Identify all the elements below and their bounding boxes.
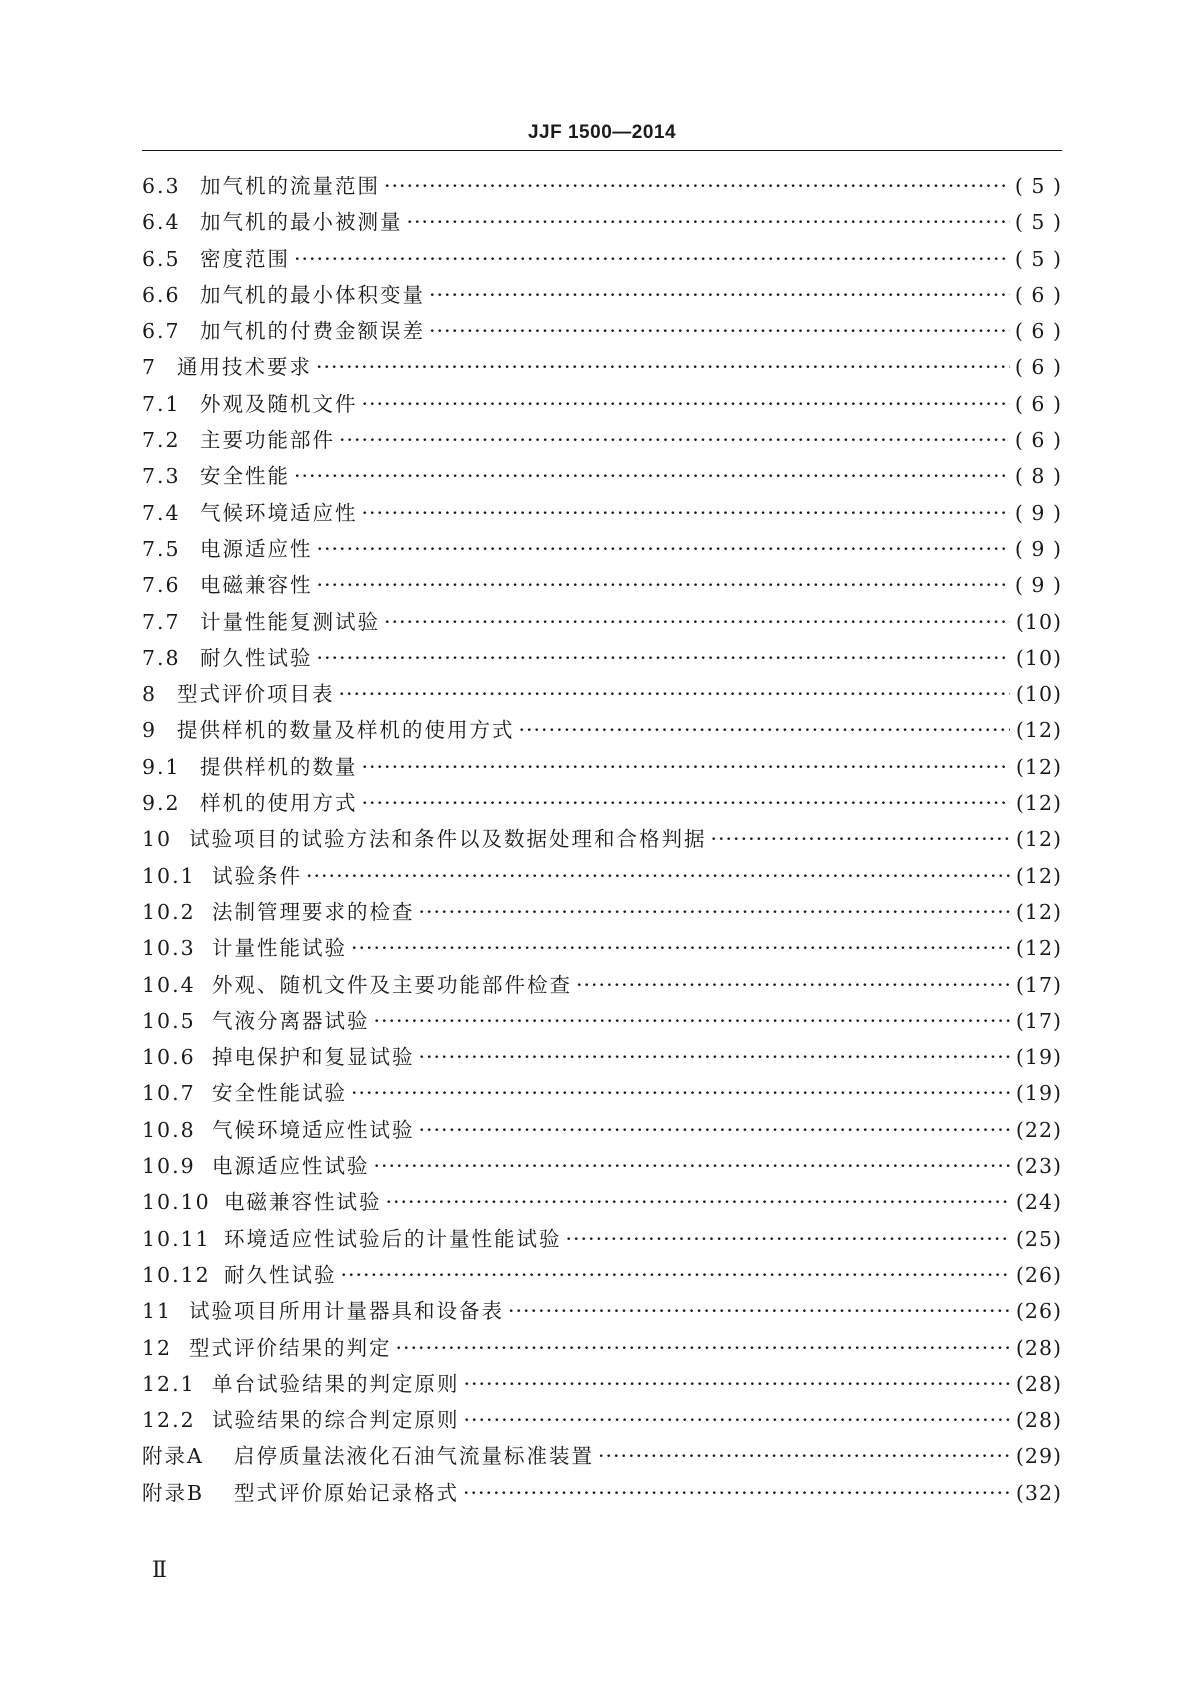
toc-entry-number: 10.9 bbox=[142, 1154, 196, 1179]
toc-entry-title: 法制管理要求的检查 bbox=[212, 899, 415, 924]
toc-entry-title: 密度范围 bbox=[200, 246, 290, 271]
toc-entry-page: (25) bbox=[1015, 1226, 1062, 1251]
toc-leader-dots bbox=[463, 1481, 1010, 1505]
toc-entry-title: 型式评价原始记录格式 bbox=[234, 1480, 459, 1505]
toc-entry-number: 10.12 bbox=[142, 1262, 211, 1287]
toc-entry-title: 气候环境适应性试验 bbox=[212, 1117, 415, 1142]
toc-entry-number: 7.6 bbox=[142, 573, 181, 598]
toc-entry-number: 9.1 bbox=[142, 754, 181, 779]
toc-entry bbox=[142, 1040, 1062, 1076]
toc-entry-number: 附录B bbox=[142, 1480, 205, 1505]
toc-entry-title: 试验条件 bbox=[212, 863, 302, 888]
toc-leader-dots bbox=[598, 1444, 1010, 1468]
toc-entry-page: ( 6 ) bbox=[1014, 355, 1062, 380]
toc-entry-page: (17) bbox=[1015, 1008, 1062, 1033]
toc-entry-title: 加气机的最小被测量 bbox=[200, 210, 403, 235]
toc-entry-number: 10.1 bbox=[142, 863, 196, 888]
toc-entry bbox=[142, 750, 1062, 786]
toc-entry bbox=[142, 1294, 1062, 1330]
toc-entry-title: 电源适应性 bbox=[200, 536, 313, 561]
toc-entry-page: ( 6 ) bbox=[1014, 319, 1062, 344]
toc-entry-page: (17) bbox=[1015, 972, 1062, 997]
toc-leader-dots bbox=[419, 1118, 1011, 1142]
toc-entry-title: 计量性能复测试验 bbox=[200, 609, 380, 634]
table-of-contents bbox=[142, 169, 1062, 1512]
toc-entry-number: 10.7 bbox=[142, 1081, 196, 1106]
toc-entry bbox=[142, 568, 1062, 604]
toc-entry-number: 附录A bbox=[142, 1444, 204, 1469]
toc-entry-title: 掉电保护和复显试验 bbox=[212, 1045, 415, 1070]
toc-entry-number: 12.2 bbox=[142, 1408, 196, 1433]
toc-entry-title: 环境适应性试验后的计量性能试验 bbox=[224, 1226, 562, 1251]
toc-entry-number: 10.6 bbox=[142, 1045, 196, 1070]
toc-leader-dots bbox=[294, 247, 1010, 271]
toc-entry-title: 样机的使用方式 bbox=[200, 791, 358, 816]
document-code: JJF 1500—2014 bbox=[527, 122, 677, 143]
toc-entry-page: (26) bbox=[1015, 1262, 1062, 1287]
toc-entry bbox=[142, 1331, 1062, 1367]
toc-leader-dots bbox=[519, 718, 1011, 742]
toc-entry-number: 10.5 bbox=[142, 1008, 196, 1033]
toc-entry-page: (23) bbox=[1015, 1154, 1062, 1179]
toc-entry-page: (22) bbox=[1015, 1117, 1062, 1142]
toc-entry bbox=[142, 1222, 1062, 1258]
toc-entry-title: 试验项目所用计量器具和设备表 bbox=[189, 1299, 504, 1324]
toc-entry-number: 7.4 bbox=[142, 500, 181, 525]
toc-entry-title: 气液分离器试验 bbox=[212, 1008, 370, 1033]
toc-entry bbox=[142, 605, 1062, 641]
toc-leader-dots bbox=[294, 464, 1010, 488]
toc-entry-title: 电源适应性试验 bbox=[212, 1154, 370, 1179]
toc-entry-page: (12) bbox=[1015, 936, 1062, 961]
toc-entry bbox=[142, 496, 1062, 532]
toc-entry-page: (12) bbox=[1015, 863, 1062, 888]
toc-entry-page: ( 5 ) bbox=[1014, 174, 1062, 198]
toc-entry-page: (12) bbox=[1015, 827, 1062, 852]
toc-entry-number: 10.3 bbox=[142, 936, 196, 961]
toc-entry bbox=[142, 278, 1062, 314]
toc-entry-number: 7.5 bbox=[142, 536, 181, 561]
toc-leader-dots bbox=[317, 573, 1011, 597]
toc-entry-number: 10.4 bbox=[142, 972, 196, 997]
toc-entry-page: (12) bbox=[1015, 791, 1062, 816]
toc-entry-number: 10 bbox=[142, 827, 173, 852]
toc-leader-dots bbox=[419, 1045, 1011, 1069]
toc-entry-page: (32) bbox=[1015, 1480, 1062, 1505]
toc-entry-page: ( 9 ) bbox=[1014, 573, 1062, 598]
toc-entry-page: (28) bbox=[1015, 1335, 1062, 1360]
toc-leader-dots bbox=[576, 973, 1010, 997]
toc-entry-number: 7.8 bbox=[142, 645, 181, 670]
toc-entry-number: 6.5 bbox=[142, 246, 181, 271]
toc-entry-number: 10.10 bbox=[142, 1190, 211, 1215]
toc-entry-number: 7.7 bbox=[142, 609, 181, 634]
toc-entry-page: ( 6 ) bbox=[1014, 391, 1062, 416]
toc-entry-page: (12) bbox=[1015, 899, 1062, 924]
toc-leader-dots bbox=[341, 1263, 1011, 1287]
toc-entry-number: 8 bbox=[142, 682, 158, 707]
toc-entry-title: 试验结果的综合判定原则 bbox=[212, 1408, 460, 1433]
toc-entry-page: (26) bbox=[1015, 1299, 1062, 1324]
toc-entry-title: 单台试验结果的判定原则 bbox=[212, 1371, 460, 1396]
toc-entry-title: 耐久性试验 bbox=[200, 645, 313, 670]
toc-entry bbox=[142, 1258, 1062, 1294]
toc-leader-dots bbox=[362, 501, 1011, 525]
toc-leader-dots bbox=[396, 1336, 1011, 1360]
toc-leader-dots bbox=[711, 827, 1011, 851]
toc-leader-dots bbox=[351, 1081, 1010, 1105]
toc-entry bbox=[142, 968, 1062, 1004]
toc-entry-page: (10) bbox=[1015, 682, 1062, 707]
toc-entry bbox=[142, 314, 1062, 350]
toc-leader-dots bbox=[362, 791, 1011, 815]
toc-entry-number: 7.1 bbox=[142, 391, 181, 416]
toc-entry bbox=[142, 532, 1062, 568]
toc-leader-dots bbox=[464, 1372, 1011, 1396]
toc-leader-dots bbox=[429, 283, 1010, 307]
toc-entry-title: 加气机的付费金额误差 bbox=[200, 319, 425, 344]
toc-entry-title: 加气机的流量范围 bbox=[200, 174, 380, 198]
toc-entry-page: (12) bbox=[1015, 718, 1062, 743]
toc-entry-title: 加气机的最小体积变量 bbox=[200, 282, 425, 307]
toc-entry bbox=[142, 641, 1062, 677]
toc-leader-dots bbox=[374, 1009, 1011, 1033]
toc-entry-page: (10) bbox=[1015, 645, 1062, 670]
toc-entry-title: 安全性能 bbox=[200, 464, 290, 489]
toc-entry bbox=[142, 713, 1062, 749]
toc-entry bbox=[142, 1403, 1062, 1439]
toc-leader-dots bbox=[339, 682, 1011, 706]
toc-entry-title: 提供样机的数量及样机的使用方式 bbox=[177, 718, 515, 743]
toc-entry-title: 通用技术要求 bbox=[177, 355, 312, 380]
toc-entry bbox=[142, 1185, 1062, 1221]
toc-leader-dots bbox=[351, 936, 1010, 960]
toc-entry-page: ( 9 ) bbox=[1014, 536, 1062, 561]
toc-leader-dots bbox=[339, 428, 1010, 452]
toc-entry bbox=[142, 1476, 1062, 1512]
toc-leader-dots bbox=[306, 864, 1010, 888]
toc-leader-dots bbox=[407, 210, 1011, 234]
toc-entry-page: (29) bbox=[1015, 1444, 1062, 1469]
toc-leader-dots bbox=[374, 1154, 1011, 1178]
toc-leader-dots bbox=[566, 1227, 1011, 1251]
toc-entry-number: 7.3 bbox=[142, 464, 181, 489]
toc-entry-page: (28) bbox=[1015, 1408, 1062, 1433]
toc-entry-page: ( 5 ) bbox=[1014, 246, 1062, 271]
toc-entry-title: 耐久性试验 bbox=[224, 1262, 337, 1287]
toc-leader-dots bbox=[429, 319, 1010, 343]
toc-leader-dots bbox=[316, 355, 1010, 379]
toc-entry bbox=[142, 459, 1062, 495]
toc-entry bbox=[142, 1439, 1062, 1475]
toc-entry-number: 6.3 bbox=[142, 174, 181, 198]
toc-entry-title: 主要功能部件 bbox=[200, 428, 335, 453]
toc-entry bbox=[142, 677, 1062, 713]
toc-entry-page: ( 9 ) bbox=[1014, 500, 1062, 525]
toc-entry-page: (19) bbox=[1015, 1045, 1062, 1070]
toc-entry bbox=[142, 1076, 1062, 1112]
page-header bbox=[142, 112, 1062, 151]
toc-leader-dots bbox=[317, 646, 1011, 670]
toc-entry bbox=[142, 169, 1062, 205]
toc-entry-number: 7 bbox=[142, 355, 158, 380]
toc-leader-dots bbox=[362, 755, 1011, 779]
toc-entry-page: (12) bbox=[1015, 754, 1062, 779]
toc-entry-number: 6.6 bbox=[142, 282, 181, 307]
toc-entry-page: ( 6 ) bbox=[1014, 282, 1062, 307]
toc-entry-number: 12 bbox=[142, 1335, 173, 1360]
toc-leader-dots bbox=[386, 1190, 1011, 1214]
toc-entry-title: 电磁兼容性 bbox=[200, 573, 313, 598]
toc-entry-number: 9.2 bbox=[142, 791, 181, 816]
toc-entry-title: 电磁兼容性试验 bbox=[224, 1190, 382, 1215]
toc-entry bbox=[142, 895, 1062, 931]
toc-entry-page: (10) bbox=[1015, 609, 1062, 634]
toc-leader-dots bbox=[384, 174, 1010, 198]
toc-leader-dots bbox=[464, 1408, 1011, 1432]
toc-entry bbox=[142, 350, 1062, 386]
toc-entry-title: 外观及随机文件 bbox=[200, 391, 358, 416]
toc-leader-dots bbox=[317, 537, 1011, 561]
toc-entry-title: 提供样机的数量 bbox=[200, 754, 358, 779]
toc-entry-number: 9 bbox=[142, 718, 158, 743]
toc-entry-title: 安全性能试验 bbox=[212, 1081, 347, 1106]
toc-entry-number: 11 bbox=[142, 1299, 173, 1324]
toc-entry-number: 10.8 bbox=[142, 1117, 196, 1142]
toc-entry-page: ( 8 ) bbox=[1014, 464, 1062, 489]
toc-leader-dots bbox=[508, 1299, 1010, 1323]
toc-entry-page: (28) bbox=[1015, 1371, 1062, 1396]
toc-entry bbox=[142, 786, 1062, 822]
toc-entry-page: (19) bbox=[1015, 1081, 1062, 1106]
toc-entry-page: ( 6 ) bbox=[1014, 428, 1062, 453]
toc-entry-number: 12.1 bbox=[142, 1371, 196, 1396]
toc-entry-number: 10.11 bbox=[142, 1226, 211, 1251]
toc-entry bbox=[142, 205, 1062, 241]
toc-entry-title: 计量性能试验 bbox=[212, 936, 347, 961]
toc-entry-number: 10.2 bbox=[142, 899, 196, 924]
toc-entry-page: (24) bbox=[1015, 1190, 1062, 1215]
toc-leader-dots bbox=[419, 900, 1011, 924]
toc-entry-title: 气候环境适应性 bbox=[200, 500, 358, 525]
toc-entry bbox=[142, 859, 1062, 895]
toc-entry bbox=[142, 242, 1062, 278]
toc-entry-title: 型式评价结果的判定 bbox=[189, 1335, 392, 1360]
toc-entry bbox=[142, 1149, 1062, 1185]
toc-entry bbox=[142, 1004, 1062, 1040]
toc-entry bbox=[142, 423, 1062, 459]
toc-entry-title: 外观、随机文件及主要功能部件检查 bbox=[212, 972, 572, 997]
toc-leader-dots bbox=[384, 610, 1010, 634]
toc-entry-title: 启停质量法液化石油气流量标准装置 bbox=[234, 1444, 594, 1469]
toc-leader-dots bbox=[362, 392, 1011, 416]
toc-entry bbox=[142, 1113, 1062, 1149]
toc-entry bbox=[142, 1367, 1062, 1403]
toc-entry bbox=[142, 931, 1062, 967]
toc-entry-page: ( 5 ) bbox=[1014, 210, 1062, 235]
toc-entry-number: 7.2 bbox=[142, 428, 181, 453]
toc-entry-title: 试验项目的试验方法和条件以及数据处理和合格判据 bbox=[189, 827, 707, 852]
toc-entry-number: 6.4 bbox=[142, 210, 181, 235]
toc-entry bbox=[142, 822, 1062, 858]
page-number: Ⅱ bbox=[152, 1558, 167, 1583]
toc-entry-title: 型式评价项目表 bbox=[177, 682, 335, 707]
toc-entry bbox=[142, 387, 1062, 423]
toc-entry-number: 6.7 bbox=[142, 319, 181, 344]
